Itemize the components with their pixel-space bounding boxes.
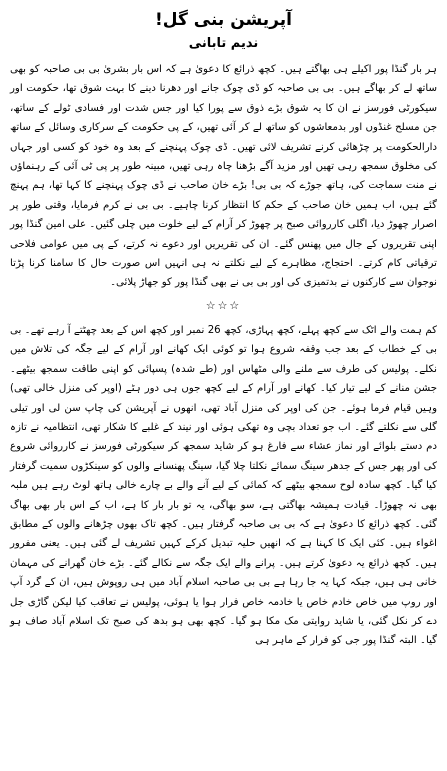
article-paragraph: ہر بار گنڈا پور اکیلے ہی بھاگتے ہیں۔ کچھ ذرائع کا دعویٰ ہے کہ اس بار بشریٰ بی بی صاحبہ کو بھی ساتھ لے کر بھاگے ہیں۔ بی بی صاحبہ کو ڈی چوک جانے اور دھرنا دینے کا بہت شوق تھا، حکومت اور سیکورٹی فورسز نے ان کا یہ شوق بڑے ذوق سے پورا کیا اور جس شدت اور فسادی ٹولے کے ساتھ، جن مسلح غنڈوں اور بدمعاشوں کو ساتھ لے کر آئی تھیں، کے پی حکومت کے سرکاری وسائل کے ساتھ دارالحکومت پر چڑھائی کرنے تشریف لائی تھیں۔ ڈی چوک پہنچنے کے بعد وہ خود کو کسی اور جہاں کی مخلوق سمجھ رہی تھیں اور مزید آگے بڑھنا چاہ رہی تھیں، مبینہ طور پر پی ٹی آئی کے رہنماؤں نے منت سماجت کی، ہاتھ جوڑے کہ بی بی! بڑے خان صاحب نے ڈی چوک پہنچنے کا کہا تھا، ہم پہنچ گئے ہیں، اب ہمیں خان صاحب کے حکم کا انتظار کرنا چاہیے۔ بی بی نے کرم فرمایا، وقتی طور پر اصرار چھوڑ دیا، اگلی کارروائی صبح پر چھوڑ کر آرام کے لیے خلوت میں چلی گئیں۔ علی امین گنڈا پور اپنی تقریروں کے جال میں پھنس گئے۔ ان کی تقریریں اور دعوے نہ کرتے، کے پی میں عوامی فلاحی ترقیاتی کام کرتے۔ احتجاج، مظاہرے کے لیے نکلتے نہ ہی انہیں اس صورت حال کا سامنا کرنا پڑتا نوجوان سے کارکنوں نے بدتمیزی کی اور بی بی نے بھی گنڈا پور کو جھاڑ پلائی۔ xyxy=(10,64,437,289)
section-separator: ☆☆☆ xyxy=(205,298,242,312)
article-title: آپریشن بنی گل! xyxy=(155,10,292,30)
author-name: ندیم تابانی xyxy=(188,36,259,51)
article-paragraph: کم ہمت والے اٹک سے کچھ پہلے، کچھ پہاڑی، کچھ 26 نمبر اور کچھ اس کے بعد چھٹتے آ رہے تھے۔ بی بی کے خطاب کے بعد جب وقفہ شروع ہوا تو کوئی ایک کھانے اور آرام کے لیے جگہ کی تلاش میں نکلے۔ پولیس کی طرف سے ملنے والی مٹھاس اور (طے شدہ) پسپائی کو اپنی طاقت سمجھ بیٹھے۔ جشن منانے کے لیے تیار کیا۔ کھانے اور آرام کے لیے کچھ جوں ہی دور ہٹے (اوپر کی منزل خالی تھی) وہیں قیام فرما ہوئے۔ جن کی اوپر کی منزل آباد تھی، انھوں نے آپریشن کی چاپ سن لی اور تیلی گلی سے نکلتے گئے۔ اب جو تعداد بچی وہ تھکی ہوئی اور نیند کے غلبے کا شکار تھی، انتظامیہ نے تازہ دم دستے بلوائے اور نماز عشاء سے فارغ ہو کر شاید سمجھ کر سیکورٹی فورسز نے کارروائی شروع کی اور پھر جس کے جدھر سینگ سمائے نکلتا چلا گیا، سینگ پھنسانے والوں کو سینکڑوں سمیت گرفتار کیا گیا۔ کچھ سادہ لوح سمجھ بیٹھے کہ کمائی کے لیے آنے والے بے چارے خالی ہاتھ لوٹ رہے ہیں ملبہ بھی نہ چھوڑا۔ قیادت ہمیشہ بھاگتی ہے، سو بھاگی، یہ تو بار بار کا ہے، اب کے اس بار بھی بھاگ گئی۔ کچھ ذرائع کا دعویٰ ہے کہ بی بی صاحبہ گرفتار ہیں۔ کچھ تاک بھوں چڑھانے والوں کے مطابق اغواء ہیں۔ کئی ایک کا کہنا ہے کہ انھیں حلیہ تبدیل کرکے کہیں تشریف لے گئی ہیں۔ یعنی مفرور ہیں۔ کچھ ذرائع یہ دعویٰ کرتے ہیں۔ پرانے والے ایک جگہ سے نکالے گئے۔ بڑے خان گھرانے کی مہمان خانی ہی ہیں، جبکہ کہا یہ جا رہا ہے بی بی صاحبہ اسلام آباد میں ہی روپوش ہیں، ان کے گرد آپ اور روپ میں خاص خادم خاص یا خادمہ خاص فرار ہوا یا ہوئی، پولیس نے تعاقب کیا لیکن گاڑی جل دے کر نکل گئی، یا شاید روایتی مک مکا ہو گیا۔ کچھ بھی ہو بدھ کی صبح تک اسلام آباد صاف ہو گیا۔ البتہ گنڈا پور جی کو فرار کے ماہر ہی xyxy=(10,324,437,647)
